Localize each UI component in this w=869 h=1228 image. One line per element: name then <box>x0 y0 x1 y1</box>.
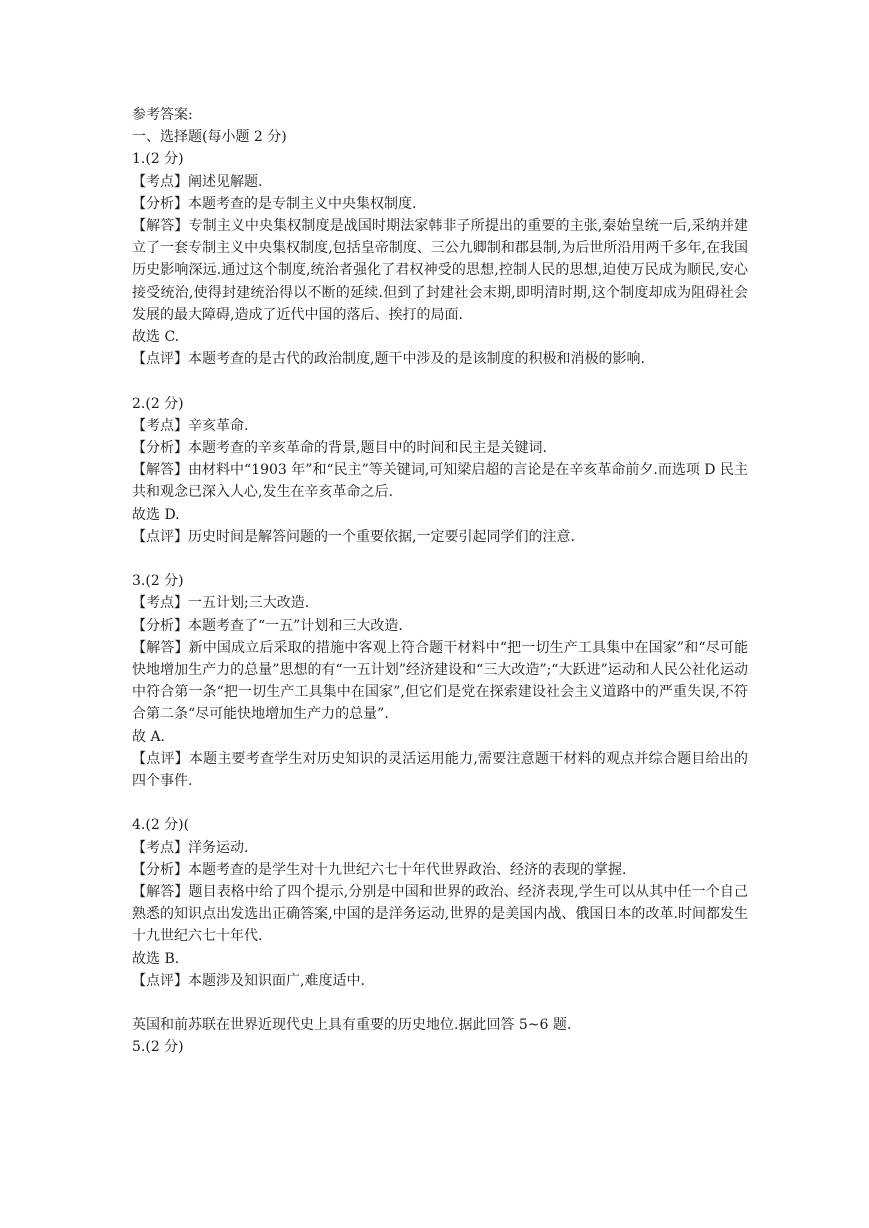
question-2 <box>132 393 748 548</box>
jieda: 【解答】新中国成立后采取的措施中客观上符合题干材料中“把一切生产工具集中在国家”和“尽可能快地增加生产力的总量”思想的有“一五计划”经济建设和“三大改造”;“大跃进”运动和人民公社化运动中符合第一条“把一切生产工具集中在国家”,但它们是党在探索建设社会主义道路中的严重失误,不符合第二条“尽可能快地增加生产力的总量”. <box>132 639 748 723</box>
fenxi: 【分析】本题考查的辛亥革命的背景,题目中的时间和民主是关键词. <box>132 440 547 457</box>
question-number: 5.(2 分) <box>132 1039 184 1056</box>
kaodian: 【考点】一五计划;三大改造. <box>132 595 310 612</box>
jieda: 【解答】题目表格中给了四个提示,分别是中国和世界的政治、经济表现,学生可以从其中任一个自己熟悉的知识点出发选出正确答案,中国的是洋务运动,世界的是美国内战、俄国日本的改革.时间都发生十九世纪六七十年代. <box>132 884 748 945</box>
question-4 <box>132 814 748 992</box>
kaodian: 【考点】洋务运动. <box>132 839 249 856</box>
question-number: 4.(2 分)( <box>132 817 190 834</box>
fenxi: 【分析】本题考查了“一五”计划和三大改造. <box>132 617 403 634</box>
dianping: 【点评】本题考查的是古代的政治制度,题干中涉及的是该制度的积极和消极的影响. <box>132 351 645 368</box>
fenxi: 【分析】本题考查的是专制主义中央集权制度. <box>132 195 417 212</box>
kaodian: 【考点】辛亥革命. <box>132 417 249 434</box>
answer: 故选 B. <box>132 950 180 967</box>
group-intro: 英国和前苏联在世界近现代史上具有重要的历史地位.据此回答 5~6 题. <box>132 1017 572 1034</box>
question-number: 1.(2 分) <box>132 151 184 168</box>
jieda: 【解答】由材料中“1903 年”和“民主”等关键词,可知梁启超的言论是在辛亥革命前夕.而选项 D 民主共和观念已深入人心,发生在辛亥革命之后. <box>132 462 748 501</box>
jieda: 【解答】专制主义中央集权制度是战国时期法家韩非子所提出的重要的主张,秦始皇统一后,采纳并建立了一套专制主义中央集权制度,包括皇帝制度、三公九卿制和郡县制,为后世所沿用两千多年,在我国历史影响深远.通过这个制度,统治者强化了君权神受的思想,控制人民的思想,迫使万民成为顺民,安心接受统治,使得封建统治得以不断的延续.但到了封建社会末期,即明清时期,这个制度却成为阻碍社会发展的最大障碍,造成了近代中国的落后、挨打的局面. <box>132 218 748 323</box>
dianping: 【点评】本题主要考查学生对历史知识的灵活运用能力,需要注意题干材料的观点并综合题目给出的四个事件. <box>132 750 748 790</box>
section-heading: 一、选择题(每小题 2 分) <box>132 129 287 146</box>
answer: 故选 D. <box>132 506 180 523</box>
spacer <box>132 548 748 570</box>
spacer <box>132 370 748 392</box>
question-3 <box>132 570 748 792</box>
kaodian: 【考点】阐述见解题. <box>132 173 263 190</box>
spacer <box>132 992 748 1014</box>
question-number: 3.(2 分) <box>132 573 184 590</box>
fenxi: 【分析】本题考查的是学生对十九世纪六七十年代世界政治、经济的表现的掌握. <box>132 861 627 878</box>
answer: 故选 C. <box>132 329 180 346</box>
doc-title: 参考答案: <box>132 107 193 123</box>
answer-document <box>132 104 748 1059</box>
question-1 <box>132 148 748 370</box>
spacer <box>132 792 748 814</box>
answer: 故 A. <box>132 728 166 745</box>
dianping: 【点评】历史时间是解答问题的一个重要依据,一定要引起同学们的注意. <box>132 528 575 545</box>
dianping: 【点评】本题涉及知识面广,难度适中. <box>132 972 365 989</box>
question-number: 2.(2 分) <box>132 395 184 412</box>
